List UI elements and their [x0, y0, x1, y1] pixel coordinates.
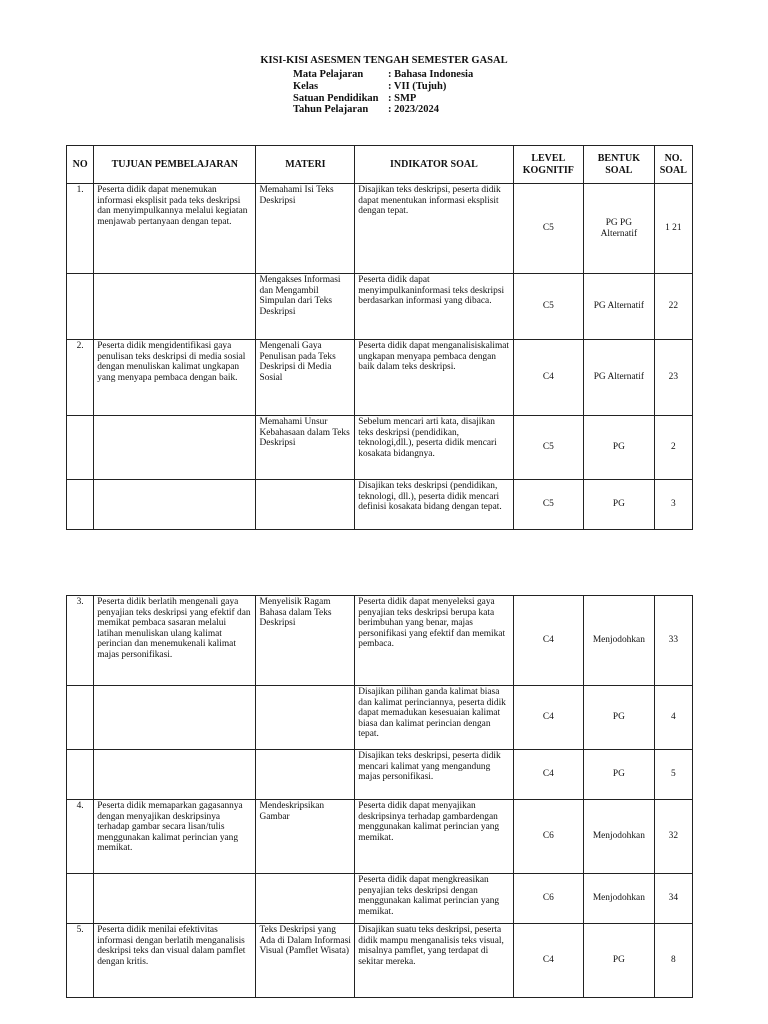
- cell-nosoal: 3: [654, 480, 692, 530]
- meta-school-level: Satuan Pendidikan : SMP: [293, 92, 417, 104]
- cell-no: 1.: [67, 184, 94, 274]
- cell-bentuk: PG: [584, 686, 655, 750]
- cell-bentuk: PG PG Alternatif: [584, 184, 655, 274]
- cell-nosoal: 32: [654, 800, 692, 874]
- cell-bentuk: Menjodohkan: [584, 800, 655, 874]
- cell-bentuk: PG: [584, 416, 655, 480]
- cell-materi: Mengenali Gaya Penulisan pada Teks Deskripsi di Media Sosial: [256, 340, 355, 416]
- table-row: [67, 480, 693, 530]
- cell-no: [67, 750, 94, 800]
- cell-indikator: Disajikan teks deskripsi, peserta didik dapat menentukan informasi eksplisit dengan tepat.: [355, 184, 513, 274]
- cell-nosoal: 22: [654, 274, 692, 340]
- table-row: [67, 416, 693, 480]
- grid-table-page2: [66, 595, 693, 998]
- cell-level: C5: [513, 184, 584, 274]
- cell-no: [67, 874, 94, 924]
- table-row: [67, 800, 693, 874]
- cell-tujuan: Peserta didik menilai efektivitas informasi dengan berlatih menganalisis deskripsi teks dan visual dalam pamflet dengan kritis.: [94, 924, 256, 998]
- table-header-row: [67, 146, 693, 184]
- cell-nosoal: 2: [654, 416, 692, 480]
- header-nosoal: NO. SOAL: [654, 146, 692, 184]
- table-row: [67, 686, 693, 750]
- cell-materi: Mendeskripsikan Gambar: [256, 800, 355, 874]
- cell-nosoal: 34: [654, 874, 692, 924]
- cell-materi: [256, 874, 355, 924]
- cell-indikator: Sebelum mencari arti kata, disajikan teks deskripsi (pendidikan, teknologi,dll.), peserta didik mencari kosakata bidangnya.: [355, 416, 513, 480]
- table-row: [67, 274, 693, 340]
- cell-materi: Teks Deskripsi yang Ada di Dalam Informasi Visual (Pamflet Wisata): [256, 924, 355, 998]
- document-title: KISI-KISI ASESMEN TENGAH SEMESTER GASAL: [260, 55, 508, 66]
- cell-indikator: Peserta didik dapat menganalisiskalimat ungkapan menyapa pembaca dengan baik dalam teks deskripsi.: [355, 340, 513, 416]
- meta-subject: Mata Pelajaran : Bahasa Indonesia: [293, 69, 474, 80]
- cell-bentuk: PG Alternatif: [584, 274, 655, 340]
- cell-materi: Mengakses Informasi dan Mengambil Simpulan dari Teks Deskripsi: [256, 274, 355, 340]
- cell-tujuan: Peserta didik berlatih mengenali gaya penyajian teks deskripsi yang efektif dan memikat pembaca sasaran melalui latihan menuliskan ulang kalimat perincian dan menemukenali kalimat majas personifikasi.: [94, 596, 256, 686]
- cell-bentuk: PG: [584, 750, 655, 800]
- header-tujuan: TUJUAN PEMBELAJARAN: [94, 146, 256, 184]
- header-indikator: INDIKATOR SOAL: [355, 146, 513, 184]
- cell-materi: [256, 750, 355, 800]
- cell-tujuan: [94, 416, 256, 480]
- cell-level: C6: [513, 800, 584, 874]
- cell-no: [67, 686, 94, 750]
- cell-level: C4: [513, 924, 584, 998]
- cell-tujuan: [94, 480, 256, 530]
- cell-bentuk: PG Alternatif: [584, 340, 655, 416]
- cell-nosoal: 5: [654, 750, 692, 800]
- cell-no: 5.: [67, 924, 94, 998]
- cell-nosoal: 8: [654, 924, 692, 998]
- header-level: LEVEL KOGNITIF: [513, 146, 584, 184]
- cell-nosoal: 33: [654, 596, 692, 686]
- table-row: [67, 340, 693, 416]
- cell-nosoal: 4: [654, 686, 692, 750]
- cell-level: C4: [513, 686, 584, 750]
- header-bentuk: BENTUK SOAL: [584, 146, 655, 184]
- meta-class: Kelas : VII (Tujuh): [293, 80, 447, 92]
- meta-academic-year: Tahun Pelajaran : 2023/2024: [293, 104, 440, 116]
- cell-materi: [256, 480, 355, 530]
- grid-table-page1: [66, 145, 693, 530]
- cell-tujuan: [94, 686, 256, 750]
- cell-indikator: Peserta didik dapat menyeleksi gaya penyajian teks deskripsi berupa kata berimbuhan yang benar, majas personifikasi yang efektif dan memikat pembaca.: [355, 596, 513, 686]
- cell-bentuk: PG: [584, 480, 655, 530]
- cell-no: [67, 274, 94, 340]
- cell-bentuk: Menjodohkan: [584, 874, 655, 924]
- document-meta: [293, 69, 473, 116]
- cell-level: C6: [513, 874, 584, 924]
- cell-no: [67, 480, 94, 530]
- table-row: [67, 596, 693, 686]
- cell-tujuan: Peserta didik dapat menemukan informasi eksplisit pada teks deskripsi dan menyimpulkannya melalui kegiatan menjawab pertanyaan dengan tepat.: [94, 184, 256, 274]
- cell-tujuan: [94, 750, 256, 800]
- cell-level: C5: [513, 274, 584, 340]
- cell-indikator: Peserta didik dapat menyimpulkaninformasi teks deskripsi berdasarkan informasi yang dibaca.: [355, 274, 513, 340]
- table-row: [67, 184, 693, 274]
- cell-materi: [256, 686, 355, 750]
- table-row: [67, 750, 693, 800]
- cell-bentuk: Menjodohkan: [584, 596, 655, 686]
- cell-materi: Memahami Unsur Kebahasaan dalam Teks Deskripsi: [256, 416, 355, 480]
- cell-level: C5: [513, 480, 584, 530]
- cell-no: 3.: [67, 596, 94, 686]
- cell-level: C4: [513, 596, 584, 686]
- header-no: NO: [67, 146, 94, 184]
- cell-tujuan: [94, 874, 256, 924]
- cell-no: 4.: [67, 800, 94, 874]
- cell-indikator: Disajikan pilihan ganda kalimat biasa dan kalimat perinciannya, peserta didik dapat memadukan kesesuaian kalimat biasa dan kalimat perincian dengan tepat.: [355, 686, 513, 750]
- cell-level: C4: [513, 750, 584, 800]
- cell-indikator: Disajikan teks deskripsi (pendidikan, teknologi, dll.), peserta didik mencari definisi kosakata bidang dengan tepat.: [355, 480, 513, 530]
- cell-level: C4: [513, 340, 584, 416]
- header-materi: MATERI: [256, 146, 355, 184]
- table-row: [67, 924, 693, 998]
- cell-indikator: Peserta didik dapat mengkreasikan penyajian teks deskripsi dengan menggunakan kalimat perincian yang memikat.: [355, 874, 513, 924]
- cell-level: C5: [513, 416, 584, 480]
- cell-bentuk: PG: [584, 924, 655, 998]
- cell-no: 2.: [67, 340, 94, 416]
- cell-tujuan: [94, 274, 256, 340]
- cell-tujuan: Peserta didik mengidentifikasi gaya penulisan teks deskripsi di media sosial dengan menuliskan kalimat ungkapan yang menyapa pembaca dengan baik.: [94, 340, 256, 416]
- cell-no: [67, 416, 94, 480]
- cell-nosoal: 23: [654, 340, 692, 416]
- cell-indikator: Peserta didik dapat menyajikan deskripsinya terhadap gambardengan menggunakan kalimat perincian yang memikat.: [355, 800, 513, 874]
- cell-indikator: Disajikan teks deskripsi, peserta didik mencari kalimat yang mengandung majas personifikasi.: [355, 750, 513, 800]
- cell-materi: Menyelisik Ragam Bahasa dalam Teks Deskripsi: [256, 596, 355, 686]
- cell-tujuan: Peserta didik memaparkan gagasannya dengan menyajikan deskripsinya terhadap gambar secara lisan/tulis menggunakan kalimat perincian yang memikat.: [94, 800, 256, 874]
- cell-nosoal: 1 21: [654, 184, 692, 274]
- cell-materi: Memahami Isi Teks Deskripsi: [256, 184, 355, 274]
- table-row: [67, 874, 693, 924]
- cell-indikator: Disajikan suatu teks deskripsi, peserta didik mampu menganalisis teks visual, misalnya pamflet, yang terdapat di sekitar mereka.: [355, 924, 513, 998]
